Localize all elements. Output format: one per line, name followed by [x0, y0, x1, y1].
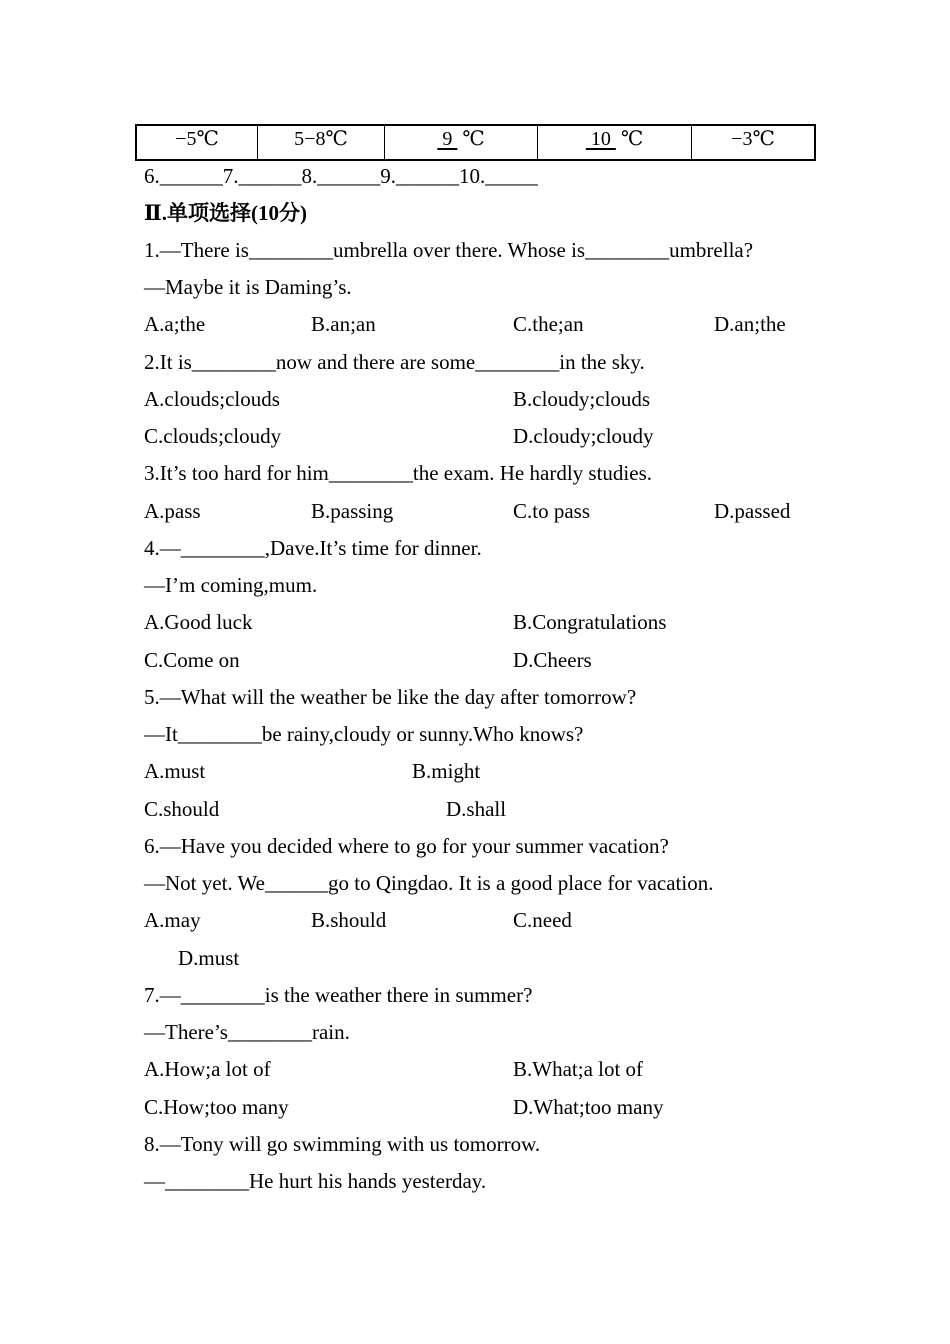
table-cell: 10 ℃ [538, 125, 692, 160]
table-cell: −5℃ [136, 125, 258, 160]
option-a: A.clouds;clouds [144, 387, 280, 411]
option-a: A.Good luck [144, 610, 253, 634]
answer-line: —Maybe it is Daming’s. [144, 275, 352, 299]
question-6: 6.—Have you decided where to go for your summer vacation? [144, 834, 669, 858]
table-cell: 5−8℃ [258, 125, 385, 160]
option-d: D.an;the [714, 312, 786, 336]
section-heading: Ⅱ.单项选择(10分) [144, 201, 307, 225]
option-b: B.Congratulations [513, 610, 667, 634]
option-a: A.must [144, 759, 206, 783]
option-b: B.What;a lot of [513, 1057, 644, 1081]
option-a: A.How;a lot of [144, 1057, 271, 1081]
option-b: B.cloudy;clouds [513, 387, 651, 411]
option-b: B.should [311, 908, 387, 932]
answer-blanks: 6.______7.______8.______9.______10._____ [144, 164, 538, 188]
option-d: D.Cheers [513, 648, 592, 672]
option-d: D.shall [446, 797, 507, 821]
question-4: 4.—________,Dave.It’s time for dinner. [144, 536, 482, 560]
answer-line: —There’s________rain. [144, 1020, 350, 1044]
question-3: 3.It’s too hard for him________the exam. He hardly studies. [144, 461, 652, 485]
option-a: A.a;the [144, 312, 206, 336]
option-c: C.to pass [513, 499, 591, 523]
answer-line: —________He hurt his hands yesterday. [144, 1169, 487, 1193]
table-row [136, 125, 815, 160]
temperature-table [135, 124, 816, 161]
option-d: D.What;too many [513, 1095, 664, 1119]
option-c: C.need [513, 908, 572, 932]
question-2: 2.It is________now and there are some________in the sky. [144, 350, 645, 374]
table-cell: 9 ℃ [385, 125, 538, 160]
option-b: B.an;an [311, 312, 376, 336]
option-c: C.clouds;cloudy [144, 424, 282, 448]
answer-line: —I’m coming,mum. [144, 573, 318, 597]
option-d: D.cloudy;cloudy [513, 424, 654, 448]
option-d: D.must [178, 946, 240, 970]
option-d: D.passed [714, 499, 791, 523]
option-c: C.Come on [144, 648, 240, 672]
question-5: 5.—What will the weather be like the day after tomorrow? [144, 685, 637, 709]
option-a: A.may [144, 908, 201, 932]
answer-line: —It________be rainy,cloudy or sunny.Who knows? [144, 722, 584, 746]
option-c: C.How;too many [144, 1095, 289, 1119]
question-7: 7.—________is the weather there in summer? [144, 983, 533, 1007]
option-a: A.pass [144, 499, 201, 523]
option-b: B.passing [311, 499, 394, 523]
answer-line: —Not yet. We______go to Qingdao. It is a good place for vacation. [144, 871, 714, 895]
question-1: 1.—There is________umbrella over there. Whose is________umbrella? [144, 238, 754, 262]
question-8: 8.—Tony will go swimming with us tomorrow. [144, 1132, 541, 1156]
table-cell: −3℃ [692, 125, 816, 160]
option-b: B.might [412, 759, 481, 783]
option-c: C.should [144, 797, 220, 821]
option-c: C.the;an [513, 312, 584, 336]
